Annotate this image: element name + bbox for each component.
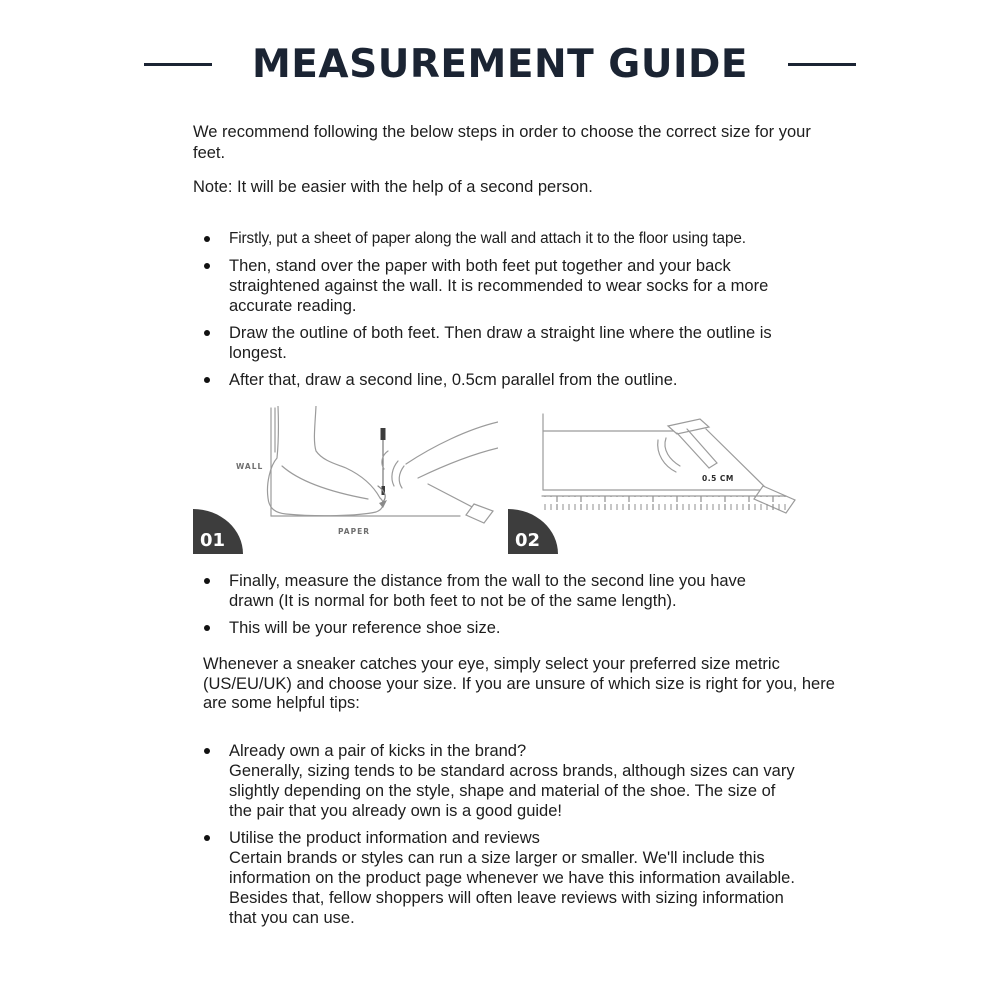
wall-label: WALL bbox=[236, 462, 264, 471]
note-text: Note: It will be easier with the help of a second person. bbox=[193, 178, 593, 196]
badge-number: 01 bbox=[200, 530, 226, 551]
paper-label: PAPER bbox=[338, 527, 371, 536]
tip-body: Certain brands or styles can run a size larger or smaller. We'll include this information on the product page whenever we have this information available. Besides that, fellow shoppers will often leave reviews with sizing information that you can use. bbox=[229, 849, 795, 927]
tip-item bbox=[203, 828, 795, 928]
step-item: Finally, measure the distance from the wall to the second line you have drawn (It is normal for both feet to not be of the same length). bbox=[203, 571, 791, 611]
tip-heading: Utilise the product information and reviews bbox=[229, 829, 540, 847]
step-item: After that, draw a second line, 0.5cm parallel from the outline. bbox=[203, 370, 817, 390]
tip-body: Generally, sizing tends to be standard across brands, although sizes can vary slightly depending on the style, shape and material of the shoe. The size of the pair that you already own is a good guide! bbox=[229, 762, 795, 820]
intro-text: We recommend following the below steps in order to choose the correct size for your feet. bbox=[193, 123, 811, 162]
measure-steps-list bbox=[203, 229, 817, 397]
step-item: Then, stand over the paper with both feet put together and your back straightened against the wall. It is recommended to wear socks for a more accurate reading. bbox=[203, 256, 817, 316]
page-title: MEASUREMENT GUIDE bbox=[251, 41, 749, 87]
step-item: This will be your reference shoe size. bbox=[203, 618, 791, 638]
tips-list bbox=[203, 741, 795, 935]
tip-item bbox=[203, 741, 795, 821]
title-rule-right bbox=[788, 63, 856, 66]
half-cm-label: 0.5 CM bbox=[702, 474, 734, 483]
title-rule-left bbox=[144, 63, 212, 66]
sizing-paragraph: Whenever a sneaker catches your eye, simply select your preferred size metric (US/EU/UK) and choose your size. If you are unsure of which size is right for you, here are some helpful tips: bbox=[203, 655, 835, 712]
followup-steps-list bbox=[203, 571, 791, 645]
page-header bbox=[0, 36, 1000, 92]
step-item: Draw the outline of both feet. Then draw a straight line where the outline is longest. bbox=[203, 323, 817, 363]
figure-ruler-measure bbox=[508, 406, 830, 554]
tip-heading: Already own a pair of kicks in the brand? bbox=[229, 742, 527, 760]
figure-foot-measure bbox=[228, 406, 498, 554]
badge-number: 02 bbox=[515, 530, 541, 551]
step-item: Firstly, put a sheet of paper along the wall and attach it to the floor using tape. bbox=[203, 229, 817, 249]
intro-section bbox=[193, 122, 841, 211]
